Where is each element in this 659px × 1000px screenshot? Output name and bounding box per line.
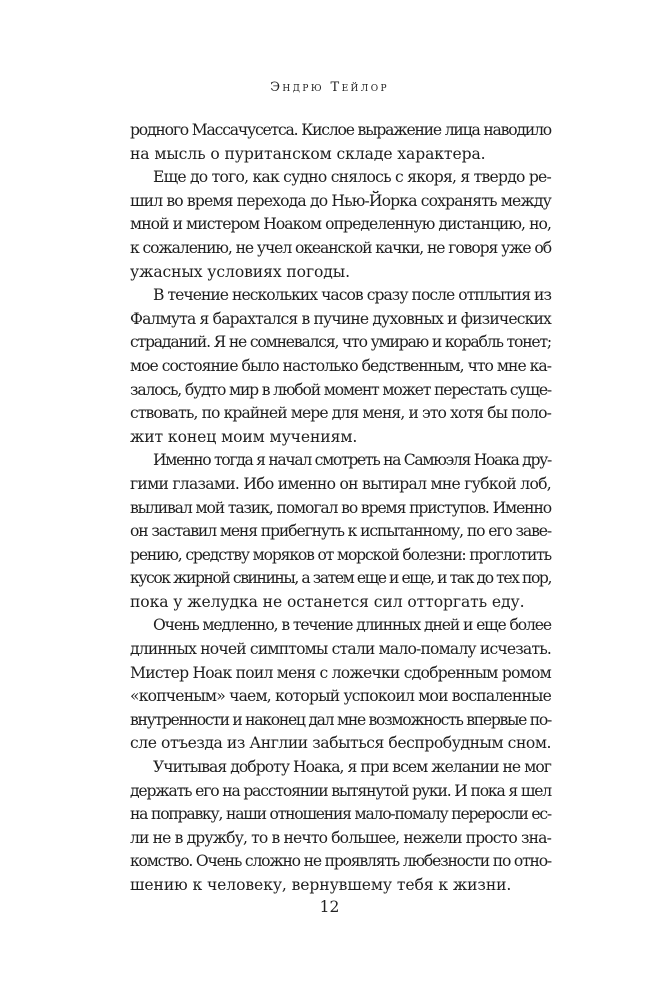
text-line: страданий. Я не сомневался, что умираю и корабль тонет; [130,333,551,352]
text-line: пока у желудка не останется сил отторгать еду. [130,592,525,611]
text-line: ствовать, по крайней мере для меня, и это хотя бы поло- [130,404,551,423]
text-line: Мистер Ноак поил меня с ложечки сдобренным ромом [130,663,551,682]
text-line: внутренности и наконец дал мне возможность впервые по- [130,710,551,729]
text-line: шил во время перехода до Нью-Йорка сохранять между [130,191,551,210]
running-head: Эндрю Тейлор [270,80,389,95]
text-line: шению к человеку, вернувшему тебя к жизни. [130,876,512,894]
text-line: комство. Очень сложно не проявлять любезности по отно- [130,852,551,871]
text-line: рению, средству моряков от морской болезни: проглотить [130,545,551,564]
text-line: Фалмута я барахтался в пучине духовных и физических [130,309,551,328]
text-line: кусок жирной свинины, а затем еще и еще, и так до тех пор, [130,569,551,588]
text-line: мое состояние было настолько бедственным, что мне ка- [130,356,551,375]
text-line: родного Массачусетса. Кислое выражение лица наводило [130,121,551,139]
text-line: залось, будто мир в любой момент может перестать суще- [130,380,551,399]
page-number: 12 [319,898,340,916]
text-line: к сожалению, не учел океанской качки, не говоря уже об [130,238,551,257]
text-line: ужасных условиях погоды. [130,262,350,281]
text-line: Еще до того, как судно снялось с якоря, я твердо ре- [153,168,551,187]
text-line: Очень медленно, в течение длинных дней и еще более [153,616,551,635]
text-line: Именно тогда я начал смотреть на Самюэля Ноака дру- [153,451,551,470]
text-line: гими глазами. Ибо именно он вытирал мне губкой лоб, [130,474,551,493]
text-line: держать его на расстоянии вытянутой руки. И пока я шел [130,781,551,800]
text-line: жит конец моим мучениям. [130,427,358,446]
text-line: сле отъезда из Англии забыться беспробудным сном. [130,734,551,753]
body-text [130,119,551,898]
text-line: на поправку, наши отношения мало-помалу переросли ес- [130,805,551,824]
text-line: В течение нескольких часов сразу после отплытия из [153,286,551,305]
text-line: мной и мистером Ноаком определенную дистанцию, но, [130,215,551,234]
text-line: он заставил меня прибегнуть к испытанному, по его заве- [130,522,551,541]
text-line: ли не в дружбу, то в нечто большее, нежели просто зна- [130,828,551,847]
text-line: Учитывая доброту Ноака, я при всем желании не мог [153,758,551,777]
text-line: на мысль о пуританском складе характера. [130,144,486,163]
text-line: длинных ночей симптомы стали мало-помалу исчезать. [130,640,551,659]
text-line: «копченым» чаем, который успокоил мои воспаленные [130,687,551,706]
text-line: выливал мой тазик, помогал во время приступов. Именно [130,498,551,517]
